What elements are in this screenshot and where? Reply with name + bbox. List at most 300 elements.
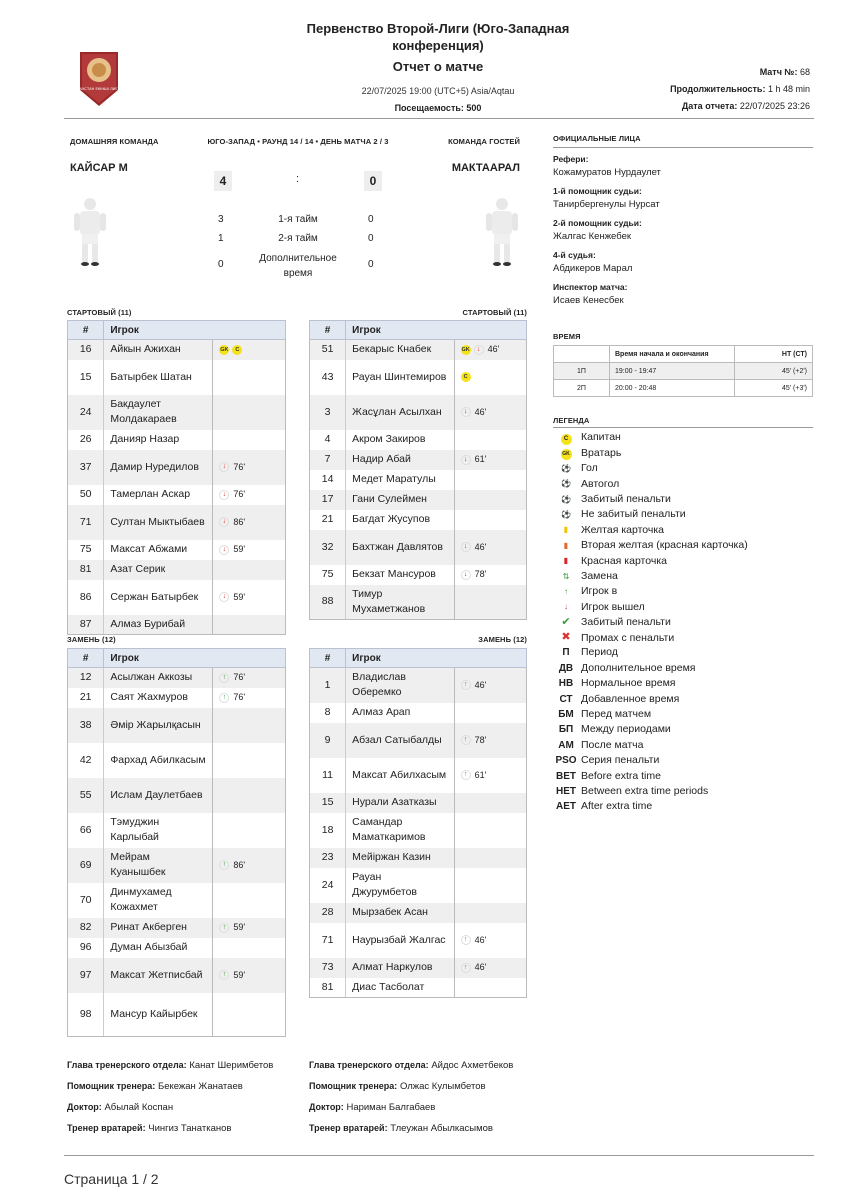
player-out-icon: ↓ <box>461 455 471 465</box>
legend-item <box>555 615 748 630</box>
legend-item <box>555 507 748 522</box>
match-datetime: 22/07/2025 19:00 (UTC+5) Asia/Aqtau <box>361 86 515 96</box>
table-row <box>310 360 527 395</box>
player-in-icon: ↑ <box>219 673 229 683</box>
table-row <box>310 340 527 360</box>
legend-text: Серия пенальти <box>581 754 660 767</box>
player-events <box>454 430 526 450</box>
staff-item: Доктор: Абылай Коспан <box>67 1102 174 1113</box>
table-row <box>68 708 286 743</box>
legend-item <box>555 799 748 814</box>
player-name: Нурали Азатказы <box>346 793 455 813</box>
player-number: 88 <box>310 585 346 620</box>
captain-icon: C <box>555 430 577 445</box>
legend-abbr: АМ <box>558 739 574 751</box>
legend-text: Вратарь <box>581 446 622 459</box>
player-events <box>454 903 526 923</box>
time-col-nt: НТ (СТ) <box>735 346 813 363</box>
table-row <box>68 450 286 485</box>
staff-item: Тренер вратарей: Чингиз Танатканов <box>67 1123 232 1134</box>
player-name: Надир Абай <box>346 450 455 470</box>
home-label: ДОМАШНЯЯ КОМАНДА <box>70 137 159 146</box>
table-row <box>68 813 286 848</box>
captain-badge-icon: C <box>232 345 242 355</box>
player-number: 55 <box>68 778 104 813</box>
player-events <box>213 993 286 1037</box>
legend-text: Нормальное время <box>581 677 676 690</box>
legend-text: Период <box>581 646 618 659</box>
player-number: 96 <box>68 938 104 958</box>
penalty-missed-x-icon: ✖ <box>561 631 571 644</box>
player-number: 26 <box>68 430 104 450</box>
table-row <box>68 340 286 360</box>
table-row <box>310 813 527 848</box>
player-name: Багдат Жусупов <box>346 510 455 530</box>
col-player: Игрок <box>104 321 286 340</box>
player-number: 81 <box>68 560 104 580</box>
official-role: 2-й помощник судьи: <box>553 218 642 228</box>
legend-text: Дополнительное время <box>581 661 696 674</box>
table-row <box>310 530 527 565</box>
table-row <box>310 395 527 430</box>
legend-text: После матча <box>581 738 644 751</box>
table-row <box>68 485 286 505</box>
table-row <box>310 490 527 510</box>
player-events <box>213 958 286 993</box>
player-name: Бекарыс Кнабек <box>346 340 455 360</box>
player-name: Айкын Ажихан <box>104 340 213 360</box>
sub-minute: 78' <box>474 569 487 579</box>
player-number: 71 <box>310 923 346 958</box>
goalkeeper-badge-icon: GK <box>461 346 470 353</box>
legend-text: Between extra time periods <box>581 784 709 797</box>
legend-item <box>555 445 748 460</box>
player-events <box>213 688 286 708</box>
table-header <box>68 649 286 668</box>
sub-minute: 46' <box>474 934 487 945</box>
table-row <box>68 668 286 688</box>
player-number: 12 <box>68 668 104 688</box>
away-kit-figure <box>482 196 522 268</box>
player-events <box>454 758 526 793</box>
player-name: Бакдаулет Молдакараев <box>104 395 213 430</box>
sub-minute: 46' <box>474 406 487 417</box>
legend-item <box>555 753 748 768</box>
player-events <box>213 450 286 485</box>
player-events <box>454 490 526 510</box>
legend-item <box>555 630 748 645</box>
legend-item <box>555 707 748 722</box>
table-row <box>68 743 286 778</box>
away-starting-label: СТАРТОВЫЙ (11) <box>462 308 527 317</box>
player-in-icon: ↑ <box>564 586 568 596</box>
staff-item: Помощник тренера: Олжас Кулымбетов <box>309 1081 486 1092</box>
player-in-icon: ↑ <box>461 680 471 690</box>
official-item <box>553 250 661 274</box>
time-period: 2П <box>554 380 610 397</box>
legend-text: After extra time <box>581 800 653 813</box>
player-number: 43 <box>310 360 346 395</box>
player-out-icon: ↓ <box>219 517 229 527</box>
legend-text: Автогол <box>581 477 620 490</box>
player-number: 1 <box>310 668 346 703</box>
legend-abbr: ДВ <box>558 662 574 674</box>
table-row <box>310 723 527 758</box>
legend-text: Игрок в <box>581 585 618 598</box>
league-logo <box>72 50 126 108</box>
player-name: Рауан Джурумбетов <box>346 868 455 903</box>
table-row <box>68 540 286 560</box>
table-row <box>310 450 527 470</box>
player-in-icon: ↑ <box>219 860 229 870</box>
table-row <box>68 505 286 540</box>
legend-abbr: П <box>562 647 570 659</box>
legend-item <box>555 461 748 476</box>
legend-text: Добавленное время <box>581 692 680 705</box>
sub-minute: 46' <box>487 344 500 355</box>
legend-item <box>555 645 748 660</box>
player-name: Диас Тасболат <box>346 978 455 998</box>
official-name: Кожамуратов Нурдаулет <box>553 167 661 178</box>
player-number: 24 <box>68 395 104 430</box>
legend-text: Желтая карточка <box>581 523 665 536</box>
staff-item: Помощник тренера: Бекежан Жанатаев <box>67 1081 243 1092</box>
player-in-icon: ↑ <box>219 923 229 933</box>
legend-label: ЛЕГЕНДА <box>553 416 590 425</box>
player-events <box>454 360 526 395</box>
sub-minute: 76' <box>233 461 246 472</box>
player-number: 66 <box>68 813 104 848</box>
legend-abbr: HET <box>556 785 576 797</box>
report-subtitle: Отчет о матче <box>392 59 484 74</box>
official-role: Рефери: <box>553 154 589 164</box>
player-out-icon: ↓ <box>219 592 229 602</box>
table-row <box>310 958 527 978</box>
table-row <box>310 978 527 998</box>
legend-abbr: БП <box>558 724 574 736</box>
legend-item <box>555 553 748 568</box>
player-name: Дамир Нуредилов <box>104 450 213 485</box>
table-header <box>310 321 527 340</box>
player-events <box>454 723 526 758</box>
player-name: Ринат Акберген <box>104 918 213 938</box>
legend-item <box>555 599 748 614</box>
sub-minute: 76' <box>233 692 246 702</box>
home-team-name: КАЙСАР М <box>70 162 128 174</box>
legend-text: Гол <box>581 462 598 475</box>
player-name: Владислав Оберемко <box>346 668 455 703</box>
player-events <box>213 395 286 430</box>
table-row <box>310 923 527 958</box>
player-number: 28 <box>310 903 346 923</box>
legend-item <box>555 476 748 491</box>
officials-divider <box>553 147 813 148</box>
player-number: 18 <box>310 813 346 848</box>
time-range: 19:00 - 19:47 <box>610 363 735 380</box>
player-events <box>454 923 526 958</box>
player-name: Медет Маратулы <box>346 470 455 490</box>
substitution-icon: ⇅ <box>562 571 570 581</box>
player-out-icon: ↓ <box>461 570 471 580</box>
player-number: 98 <box>68 993 104 1037</box>
legend-text: Не забитый пенальти <box>581 508 686 521</box>
legend-text: Before extra time <box>581 769 661 782</box>
away-subs-table <box>309 648 527 998</box>
away-staff <box>309 1055 513 1139</box>
player-number: 7 <box>310 450 346 470</box>
player-name: Алмат Наркулов <box>346 958 455 978</box>
player-events <box>213 668 286 688</box>
table-row <box>310 868 527 903</box>
sub-minute: 78' <box>474 734 487 745</box>
player-name: Азат Серик <box>104 560 213 580</box>
player-name: Сержан Батырбек <box>104 580 213 615</box>
table-row <box>310 848 527 868</box>
legend-item <box>555 676 748 691</box>
player-name: Султан Мыктыбаев <box>104 505 213 540</box>
player-events <box>454 340 526 360</box>
time-col-range: Время начала и окончания <box>610 346 735 363</box>
player-out-icon: ↓ <box>461 542 471 552</box>
player-name: Мансур Кайырбек <box>104 993 213 1037</box>
legend-abbr: AET <box>556 801 576 813</box>
player-name: Максат Жетписбай <box>104 958 213 993</box>
player-name: Динмухамед Кожахмет <box>104 883 213 918</box>
page-number: Страница 1 / 2 <box>64 1171 159 1187</box>
penalty-missed-icon: ⚽ <box>561 509 571 519</box>
player-name: Наурызбай Жалгас <box>346 923 455 958</box>
player-events <box>213 485 286 505</box>
player-events <box>213 848 286 883</box>
time-range: 20:00 - 20:48 <box>610 380 735 397</box>
player-name: Мейрам Куанышбек <box>104 848 213 883</box>
report-title: Первенство Второй-Лиги (Юго-Западная конференция) <box>306 21 570 53</box>
player-events <box>213 580 286 615</box>
table-row <box>68 580 286 615</box>
player-events <box>454 978 526 998</box>
official-name: Абдикеров Марал <box>553 263 633 274</box>
official-role: 1-й помощник судьи: <box>553 186 642 196</box>
time-header-row <box>554 346 813 363</box>
yellow-card-icon: ▮ <box>563 525 569 535</box>
sub-minute: 46' <box>474 541 487 552</box>
sub-minute: 86' <box>233 859 246 870</box>
away-label: КОМАНДА ГОСТЕЙ <box>448 137 520 146</box>
player-number: 87 <box>68 615 104 635</box>
legend-item <box>555 584 748 599</box>
table-row <box>310 758 527 793</box>
player-name: Самандар Маматкаримов <box>346 813 455 848</box>
home-starting-label: СТАРТОВЫЙ (11) <box>67 308 132 317</box>
sub-minute: 59' <box>233 922 246 932</box>
player-number: 69 <box>68 848 104 883</box>
home-kit-figure <box>70 196 110 268</box>
legend-item <box>555 738 748 753</box>
legend-text: Красная карточка <box>581 554 667 567</box>
sub-minute: 86' <box>233 516 246 527</box>
table-row <box>68 395 286 430</box>
player-number: 32 <box>310 530 346 565</box>
player-name: Мейіржан Казин <box>346 848 455 868</box>
table-header <box>68 321 286 340</box>
player-in-icon: ↑ <box>219 693 229 703</box>
legend-text: Перед матчем <box>581 708 652 721</box>
player-name: Абзал Сатыбалды <box>346 723 455 758</box>
player-name: Алмаз Бурибай <box>104 615 213 635</box>
player-number: 42 <box>68 743 104 778</box>
time-nt: 45' (+3') <box>735 380 813 397</box>
col-num: # <box>310 321 346 340</box>
home-staff <box>67 1055 273 1139</box>
sub-minute: 59' <box>233 591 246 602</box>
legend-abbr: PSO <box>555 755 577 767</box>
legend-text: Капитан <box>581 431 621 444</box>
sub-minute: 59' <box>233 544 246 554</box>
player-events <box>454 868 526 903</box>
player-name: Данияр Назар <box>104 430 213 450</box>
header-divider <box>64 118 814 119</box>
player-number: 21 <box>310 510 346 530</box>
player-events <box>213 778 286 813</box>
legend-item <box>555 522 748 537</box>
player-events <box>454 668 526 703</box>
table-row <box>310 793 527 813</box>
away-starting-table <box>309 320 527 620</box>
table-row <box>68 360 286 395</box>
player-name: Тимур Мухаметжанов <box>346 585 455 620</box>
away-score: 0 <box>364 171 382 191</box>
legend-list <box>555 430 748 815</box>
player-number: 82 <box>68 918 104 938</box>
table-row <box>310 903 527 923</box>
staff-item: Тренер вратарей: Тлеужан Абылкасымов <box>309 1123 493 1134</box>
time-col-period <box>554 346 610 363</box>
legend-abbr: BET <box>556 770 576 782</box>
player-name: Думан Абызбай <box>104 938 213 958</box>
time-table <box>553 345 813 397</box>
player-number: 4 <box>310 430 346 450</box>
player-name: Акром Закиров <box>346 430 455 450</box>
player-events <box>213 560 286 580</box>
player-events <box>213 743 286 778</box>
sub-minute: 46' <box>474 962 487 972</box>
player-events <box>454 395 526 430</box>
col-num: # <box>310 649 346 668</box>
player-events <box>213 360 286 395</box>
player-name: Фархад Абилкасым <box>104 743 213 778</box>
player-out-icon: ↓ <box>461 407 471 417</box>
staff-item: Доктор: Нариман Балгабаев <box>309 1102 436 1113</box>
player-events <box>454 510 526 530</box>
player-events <box>213 813 286 848</box>
legend-item <box>555 430 748 445</box>
table-row <box>68 848 286 883</box>
table-row <box>68 778 286 813</box>
player-events <box>454 585 526 620</box>
player-number: 17 <box>310 490 346 510</box>
player-name: Максат Абилхасым <box>346 758 455 793</box>
player-in-icon: ↑ <box>461 770 471 780</box>
official-name: Танирбергенулы Нурсат <box>553 199 660 210</box>
official-item <box>553 282 661 306</box>
legend-abbr: СТ <box>559 693 573 705</box>
table-row <box>68 883 286 918</box>
table-row <box>310 510 527 530</box>
player-events <box>454 530 526 565</box>
player-number: 9 <box>310 723 346 758</box>
player-number: 51 <box>310 340 346 360</box>
col-player: Игрок <box>346 649 527 668</box>
extra-time-row: 0 Дополнительное время 0 <box>218 253 374 279</box>
player-number: 8 <box>310 703 346 723</box>
table-row <box>68 918 286 938</box>
player-number: 70 <box>68 883 104 918</box>
official-name: Исаев Кенесбек <box>553 295 624 306</box>
player-out-icon: ↓ <box>219 462 229 472</box>
player-in-icon: ↑ <box>219 970 229 980</box>
player-name: Гани Сулеймен <box>346 490 455 510</box>
sub-minute: 76' <box>233 672 246 683</box>
player-in-icon: ↑ <box>461 935 471 945</box>
legend-item <box>555 661 748 676</box>
away-subs-label: ЗАМЕНЬ (12) <box>478 635 527 644</box>
legend-text: Замена <box>581 570 618 582</box>
player-number: 73 <box>310 958 346 978</box>
legend-text: Забитый пенальти <box>581 493 671 506</box>
staff-item: Глава тренерского отдела: Айдос Ахметбеков <box>309 1060 514 1071</box>
player-number: 38 <box>68 708 104 743</box>
legend-item <box>555 769 748 784</box>
player-name: Ислам Даулетбаев <box>104 778 213 813</box>
player-events <box>454 703 526 723</box>
player-events <box>213 708 286 743</box>
legend-item <box>555 492 748 507</box>
player-number: 97 <box>68 958 104 993</box>
player-name: Бахтжан Давлятов <box>346 530 455 565</box>
player-name: Батырбек Шатан <box>104 360 213 395</box>
player-number: 15 <box>68 360 104 395</box>
captain-badge-icon: C <box>461 372 471 382</box>
table-row <box>310 668 527 703</box>
legend-abbr: НВ <box>558 678 574 690</box>
table-header <box>310 649 527 668</box>
player-number: 37 <box>68 450 104 485</box>
col-player: Игрок <box>346 321 527 340</box>
officials-list <box>553 154 661 314</box>
home-subs-label: ЗАМЕНЬ (12) <box>67 635 116 644</box>
round-info: ЮГО-ЗАПАД • РАУНД 14 / 14 • ДЕНЬ МАТЧА 2 / 3 <box>207 137 389 146</box>
table-row <box>310 430 527 450</box>
player-events <box>454 470 526 490</box>
home-subs-table <box>67 648 286 1037</box>
player-name: Тэмуджин Карлыбай <box>104 813 213 848</box>
player-name: Жасұлан Асылхан <box>346 395 455 430</box>
away-team-name: МАКТААРАЛ <box>451 162 520 174</box>
player-number: 3 <box>310 395 346 430</box>
official-role: 4-й судья: <box>553 250 596 260</box>
table-row <box>310 703 527 723</box>
official-item <box>553 154 661 178</box>
table-row <box>68 615 286 635</box>
goalkeeper-icon: GK <box>555 445 577 460</box>
player-name: Алмаз Арап <box>346 703 455 723</box>
player-name: Максат Абжами <box>104 540 213 560</box>
legend-item <box>555 722 748 737</box>
officials-label: ОФИЦИАЛЬНЫЕ ЛИЦА <box>553 134 641 143</box>
player-in-icon: ↑ <box>461 963 471 973</box>
player-events <box>454 450 526 470</box>
player-name: Асылжан Аккозы <box>104 668 213 688</box>
